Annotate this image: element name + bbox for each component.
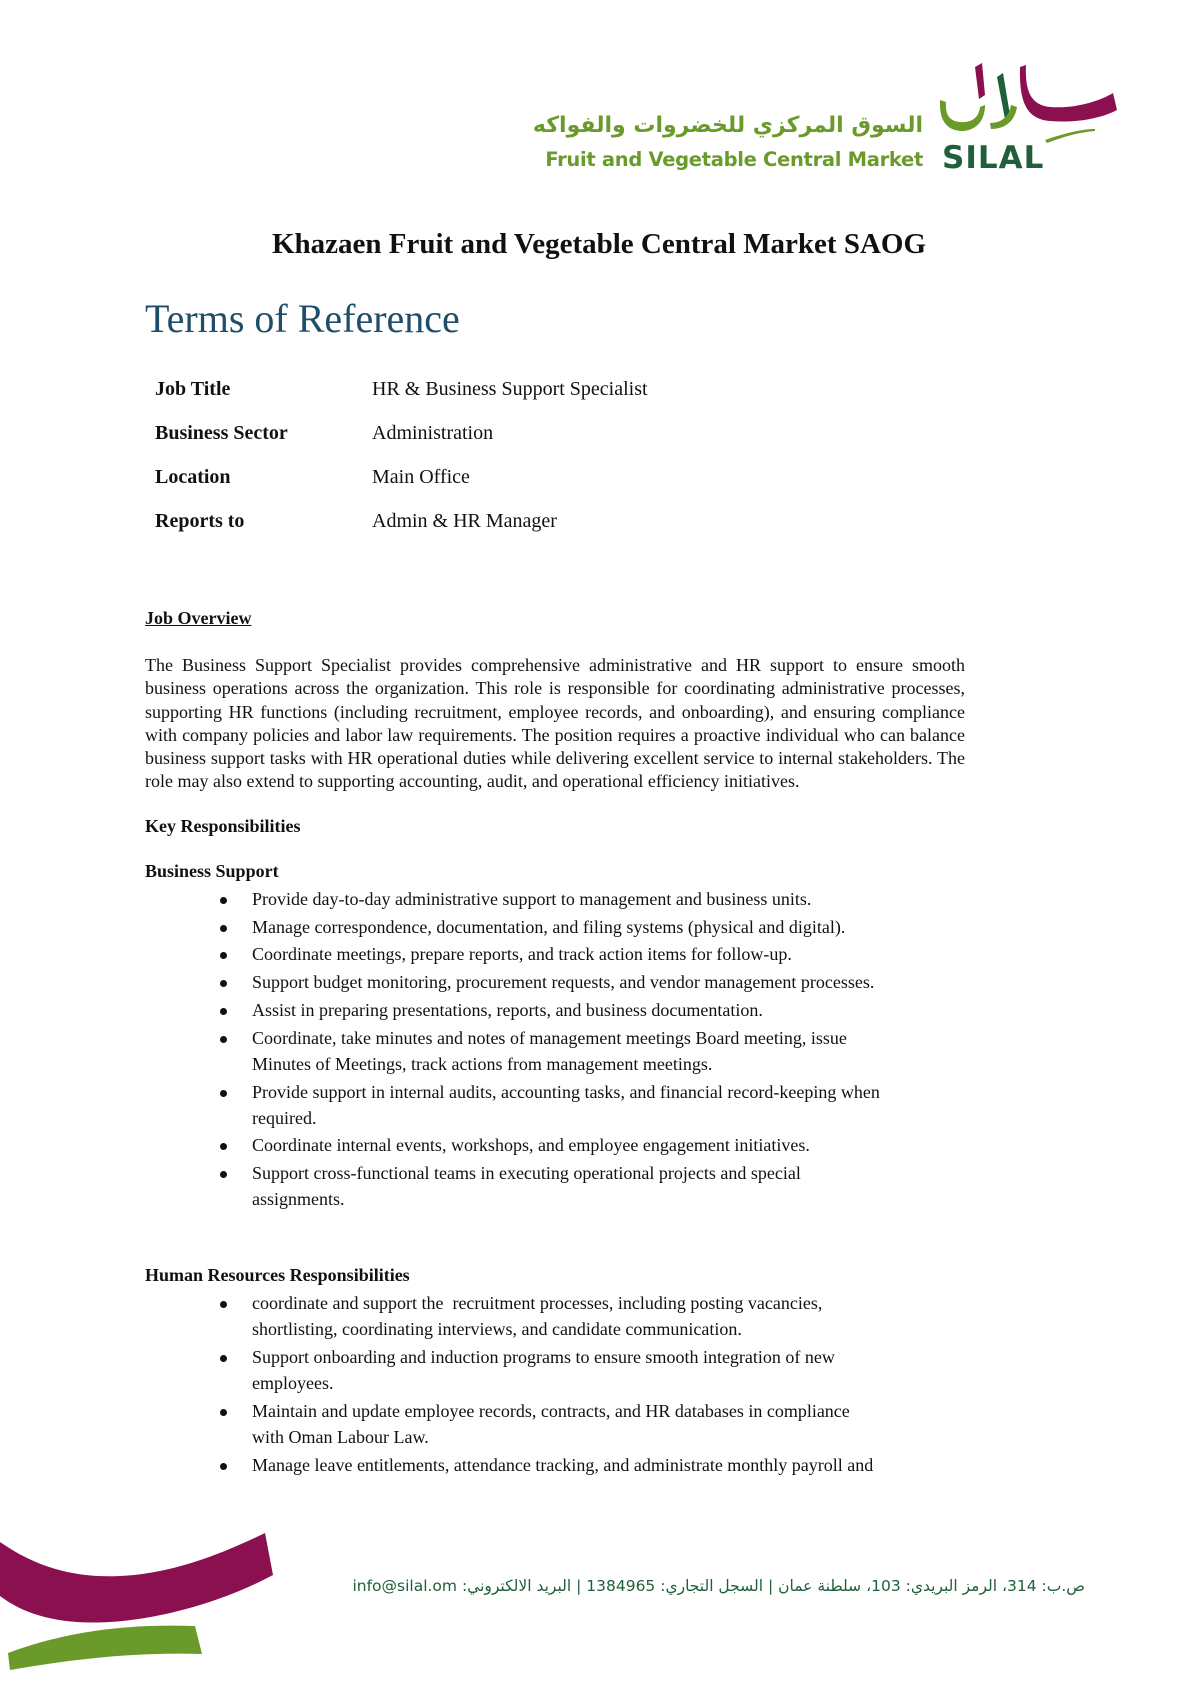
list-item <box>145 997 965 1023</box>
list-item-text: Support onboarding and induction programs to ensure smooth integration of new employees. <box>252 1347 835 1394</box>
list-item <box>145 969 965 995</box>
bullet-icon <box>220 1301 227 1308</box>
bullet-icon <box>220 980 227 987</box>
business-support-heading: Business Support <box>145 860 279 881</box>
business-support-list <box>145 886 965 1212</box>
document-body <box>145 607 965 1480</box>
list-item-text: coordinate and support the recruitment processes, including posting vacancies, shortlisting, coordinating interviews, and candidate communication. <box>252 1293 827 1340</box>
company-title: Khazaen Fruit and Vegetable Central Market SAOG <box>271 228 927 260</box>
info-label: Location <box>155 466 231 488</box>
bullet-icon <box>220 1090 227 1097</box>
list-item-text: Manage correspondence, documentation, and filing systems (physical and digital). <box>252 916 846 937</box>
logo-english-name: Fruit and Vegetable Central Market <box>545 148 923 171</box>
bullet-icon <box>220 1008 227 1015</box>
hr-responsibilities-heading: Human Resources Responsibilities <box>145 1265 410 1286</box>
list-item-text: Coordinate internal events, workshops, and employee engagement initiatives. <box>252 1135 810 1156</box>
bullet-icon <box>220 1355 227 1362</box>
list-item <box>145 1160 965 1212</box>
info-value: Main Office <box>372 466 470 488</box>
info-value: Administration <box>372 422 494 444</box>
info-label: Reports to <box>155 510 245 532</box>
document-title: Terms of Reference <box>145 296 460 341</box>
list-item <box>145 1398 965 1450</box>
job-overview-text: The Business Support Specialist provides comprehensive administrative and HR support to ensure smooth business operations across the organization. This role is responsible for coordinating administrative processes, supporting HR functions (including recruitment, employee records, and onboarding), and ensuring compliance with company policies and labor law requirements. The position requires a proactive individual who can balance business support tasks with HR operational duties while delivering excellent service to internal stakeholders. The role may also extend to supporting accounting, audit, and operational efficiency initiatives. <box>145 655 965 792</box>
list-item-text: Coordinate, take minutes and notes of management meetings Board meeting, issue Minutes of Meetings, track actions from management meetings. <box>252 1027 847 1074</box>
bullet-icon <box>220 952 227 959</box>
bullet-icon <box>220 925 227 932</box>
list-item <box>145 1025 965 1077</box>
bullet-icon <box>220 1171 227 1178</box>
info-label: Job Title <box>155 378 231 400</box>
list-item-text: Coordinate meetings, prepare reports, and track action items for follow-up. <box>252 944 792 965</box>
list-item <box>145 886 965 912</box>
job-overview-heading: Job Overview <box>145 608 252 628</box>
list-item-text: Assist in preparing presentations, reports, and business documentation. <box>252 1000 763 1021</box>
list-item <box>145 914 965 940</box>
list-item <box>145 1452 965 1478</box>
logo-arabic-name: السوق المركزي للخضروات والفواكه <box>532 113 923 138</box>
info-label: Business Sector <box>155 422 288 444</box>
hr-responsibilities-list <box>145 1290 965 1477</box>
list-item <box>145 1290 965 1342</box>
list-item-text: Provide support in internal audits, accounting tasks, and financial record-keeping when required. <box>252 1081 880 1128</box>
info-value: HR & Business Support Specialist <box>372 378 648 400</box>
list-item-text: Maintain and update employee records, contracts, and HR databases in compliance with Oman Labour Law. <box>252 1401 850 1447</box>
bullet-icon <box>220 1463 227 1470</box>
list-item <box>145 1079 965 1131</box>
footer-decoration-icon <box>0 1530 300 1683</box>
list-item <box>145 1132 965 1158</box>
list-item <box>145 1344 965 1396</box>
bullet-icon <box>220 897 227 904</box>
bullet-icon <box>220 1036 227 1043</box>
key-responsibilities-heading: Key Responsibilities <box>145 816 301 837</box>
list-item-text: Manage leave entitlements, attendance tracking, and administrate monthly payroll and <box>252 1454 874 1475</box>
bullet-icon <box>220 1409 227 1416</box>
list-item-text: Support cross-functional teams in executing operational projects and special assignments. <box>252 1163 801 1210</box>
footer-contact-info: ص.ب: 314، الرمز البريدي: 103، سلطنة عمان | السجل التجاري: 1384965 | البريد الالكتروني: info@silal.om <box>352 1577 1085 1595</box>
list-item-text: Support budget monitoring, procurement requests, and vendor management processes. <box>252 972 875 993</box>
bullet-icon <box>220 1143 227 1150</box>
list-item-text: Provide day-to-day administrative support to management and business units. <box>252 888 812 909</box>
list-item <box>145 941 965 967</box>
company-logo <box>532 55 1140 185</box>
logo-brand: SILAL <box>942 140 1045 176</box>
info-value: Admin & HR Manager <box>372 510 557 532</box>
